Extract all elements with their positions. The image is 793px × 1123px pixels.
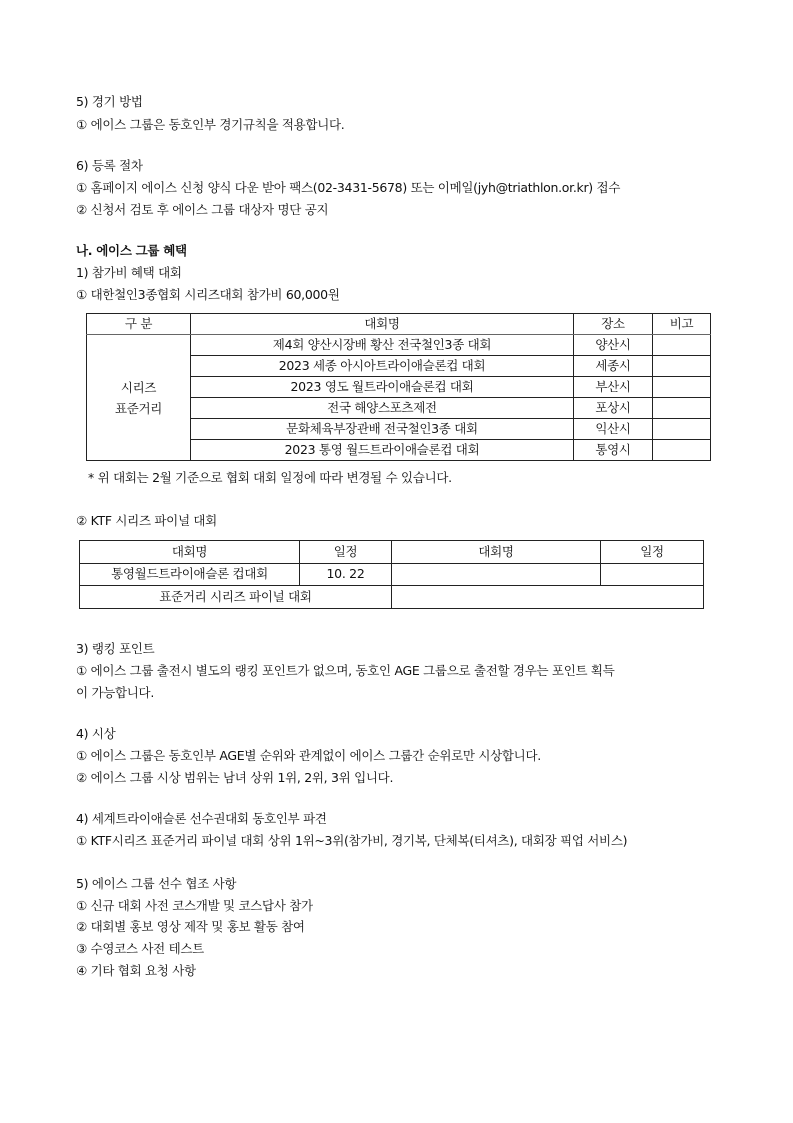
table-header-cell: 일정 xyxy=(300,541,392,564)
list-item: ① KTF시리즈 표준거리 파이널 대회 상위 1위~3위(참가비, 경기복, 단체복(티셔츠), 대회장 픽업 서비스) xyxy=(76,833,628,848)
list-item: ① 신규 대회 사전 코스개발 및 코스답사 참가 xyxy=(76,898,313,913)
event-name-cell: 2023 통영 월드트라이애슬론컵 대회 xyxy=(191,440,574,461)
table-footnote: * 위 대회는 2월 기준으로 협회 대회 일정에 따라 변경될 수 있습니다. xyxy=(88,470,452,485)
list-item-continuation: 이 가능합니다. xyxy=(76,685,154,700)
table-header-cell: 대회명 xyxy=(80,541,300,564)
event-name-cell xyxy=(392,563,601,586)
list-item: ② KTF 시리즈 파이널 대회 xyxy=(76,513,217,528)
list-item: ① 홈페이지 에이스 신청 양식 다운 받아 팩스(02-3431-5678) 또는 이메일(jyh@triathlon.or.kr) 접수 xyxy=(76,180,621,195)
event-place-cell: 양산시 xyxy=(574,335,653,356)
table-header-cell: 대회명 xyxy=(191,314,574,335)
category-line: 시리즈 xyxy=(120,379,157,395)
table-header-row xyxy=(87,314,711,335)
table-header-cell: 일정 xyxy=(601,541,704,564)
table-header-cell: 비고 xyxy=(653,314,711,335)
table-header-cell: 장소 xyxy=(574,314,653,335)
series-events-table xyxy=(86,313,711,461)
event-name-cell: 2023 영도 월트라이애슬론컵 대회 xyxy=(191,377,574,398)
list-item: ② 에이스 그룹 시상 범위는 남녀 상위 1위, 2위, 3위 입니다. xyxy=(76,770,394,785)
event-name-cell: 전국 해양스포츠제전 xyxy=(191,398,574,419)
event-name-cell: 2023 세종 아시아트라이애슬론컵 대회 xyxy=(191,356,574,377)
table-header-cell: 구 분 xyxy=(87,314,191,335)
table-row xyxy=(80,563,704,586)
event-name-cell: 제4회 양산시장배 황산 전국철인3종 대회 xyxy=(191,335,574,356)
event-note-cell xyxy=(653,377,711,398)
list-item: ④ 기타 협회 요청 사항 xyxy=(76,963,196,978)
event-place-cell: 부산시 xyxy=(574,377,653,398)
event-date-cell xyxy=(601,563,704,586)
table-row xyxy=(80,586,704,609)
event-place-cell: 익산시 xyxy=(574,419,653,440)
event-note-cell xyxy=(653,335,711,356)
event-note-cell xyxy=(653,356,711,377)
event-place-cell: 포상시 xyxy=(574,398,653,419)
event-place-cell: 세종시 xyxy=(574,356,653,377)
list-item: ① 에이스 그룹은 동호인부 경기규칙을 적용합니다. xyxy=(76,117,345,132)
event-date-cell: 10. 22 xyxy=(300,563,392,586)
section-heading-method: 5) 경기 방법 xyxy=(76,94,143,109)
event-place-cell: 통영시 xyxy=(574,440,653,461)
list-item: ② 신청서 검토 후 에이스 그룹 대상자 명단 공지 xyxy=(76,202,329,217)
list-item: ① 에이스 그룹 출전시 별도의 랭킹 포인트가 없으며, 동호인 AGE 그룹으로 출전할 경우는 포인트 획득 xyxy=(76,663,615,678)
event-name-cell: 통영월드트라이애슬론 컵대회 xyxy=(80,563,300,586)
section-heading-ranking: 3) 랭킹 포인트 xyxy=(76,641,155,656)
merged-label-cell: 표준거리 시리즈 파이널 대회 xyxy=(80,586,392,609)
category-line: 표준거리 xyxy=(114,400,163,416)
merged-empty-cell xyxy=(392,586,704,609)
subsection-heading-fee: 1) 참가비 혜택 대회 xyxy=(76,265,182,280)
event-name-cell: 문화체육부장관배 전국철인3종 대회 xyxy=(191,419,574,440)
list-item: ③ 수영코스 사전 테스트 xyxy=(76,941,204,956)
table-header-row xyxy=(80,541,704,564)
list-item: ① 에이스 그룹은 동호인부 AGE별 순위와 관계없이 에이스 그룹간 순위로만 시상합니다. xyxy=(76,748,541,763)
table-row xyxy=(87,335,711,356)
section-heading-registration: 6) 등록 절차 xyxy=(76,158,143,173)
section-heading-cooperation: 5) 에이스 그룹 선수 협조 사항 xyxy=(76,876,237,891)
event-note-cell xyxy=(653,398,711,419)
table-header-cell: 대회명 xyxy=(392,541,601,564)
event-note-cell xyxy=(653,419,711,440)
event-note-cell xyxy=(653,440,711,461)
list-item: ① 대한철인3종협회 시리즈대회 참가비 60,000원 xyxy=(76,287,340,302)
section-heading-world: 4) 세계트라이애슬론 선수권대회 동호인부 파견 xyxy=(76,811,327,826)
list-item: ② 대회별 홍보 영상 제작 및 홍보 활동 참여 xyxy=(76,919,305,934)
section-heading-awards: 4) 시상 xyxy=(76,726,116,741)
final-events-table xyxy=(79,540,704,609)
category-cell xyxy=(87,335,191,461)
section-heading-benefits: 나. 에이스 그룹 혜택 xyxy=(76,243,187,258)
